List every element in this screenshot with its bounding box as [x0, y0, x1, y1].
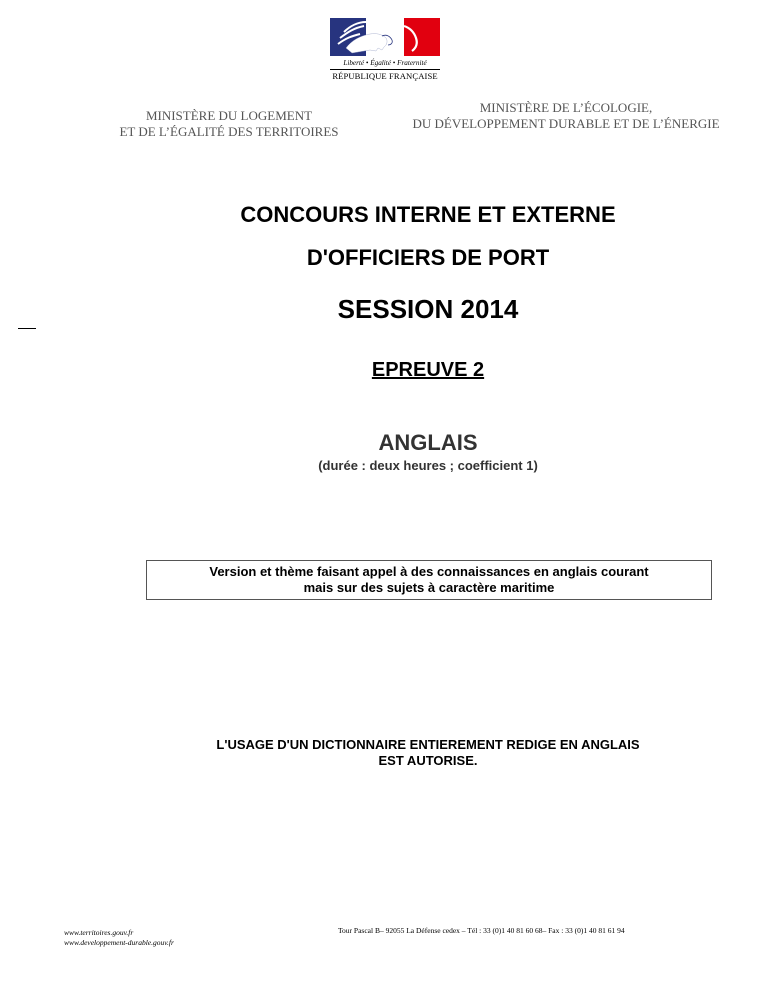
- box-line-2: mais sur des sujets à caractère maritime: [303, 580, 555, 595]
- title-session: SESSION 2014: [337, 294, 519, 324]
- ministry-left-line-2: ET DE L’ÉGALITÉ DES TERRITOIRES: [119, 124, 339, 139]
- notice-line-1: L'USAGE D'UN DICTIONNAIRE ENTIEREMENT REDIGE EN ANGLAIS: [216, 737, 640, 752]
- marianne-flag-icon: [330, 18, 440, 56]
- subject-details: (durée : deux heures ; coefficient 1): [318, 458, 538, 473]
- box-line-1: Version et thème faisant appel à des connaissances en anglais courant: [209, 564, 649, 579]
- margin-dash: [18, 328, 36, 329]
- logo-divider: [330, 69, 440, 70]
- ministry-right-line-2: DU DÉVELOPPEMENT DURABLE ET DE L’ÉNERGIE: [412, 116, 720, 131]
- title-concours: CONCOURS INTERNE ET EXTERNE: [240, 202, 616, 227]
- ministry-logement: [98, 108, 360, 140]
- logo-republique: RÉPUBLIQUE FRANÇAISE: [332, 71, 438, 81]
- notice-line-2: EST AUTORISE.: [378, 753, 478, 768]
- exam-description-box: [146, 560, 712, 600]
- ministry-left-line-1: MINISTÈRE DU LOGEMENT: [145, 108, 313, 123]
- epreuve-heading: EPREUVE 2: [371, 359, 485, 381]
- subject-title: ANGLAIS: [378, 430, 478, 455]
- republique-francaise-logo: [330, 18, 440, 84]
- website-developpement-durable: www.developpement-durable.gouv.fr: [64, 938, 174, 947]
- footer-address: Tour Pascal B– 92055 La Défense cedex – Tél : 33 (0)1 40 81 60 68– Fax : 33 (0)1 40 81 61 94: [338, 926, 625, 935]
- ministry-ecologie: [388, 100, 744, 132]
- logo-motto: Liberté • Égalité • Fraternité: [343, 59, 427, 67]
- footer-websites: [64, 928, 174, 948]
- website-territoires: www.territoires.gouv.fr: [64, 928, 134, 937]
- ministry-right-line-1: MINISTÈRE DE L’ÉCOLOGIE,: [479, 100, 653, 115]
- title-officiers: D'OFFICIERS DE PORT: [306, 245, 550, 270]
- dictionary-notice: [0, 737, 768, 769]
